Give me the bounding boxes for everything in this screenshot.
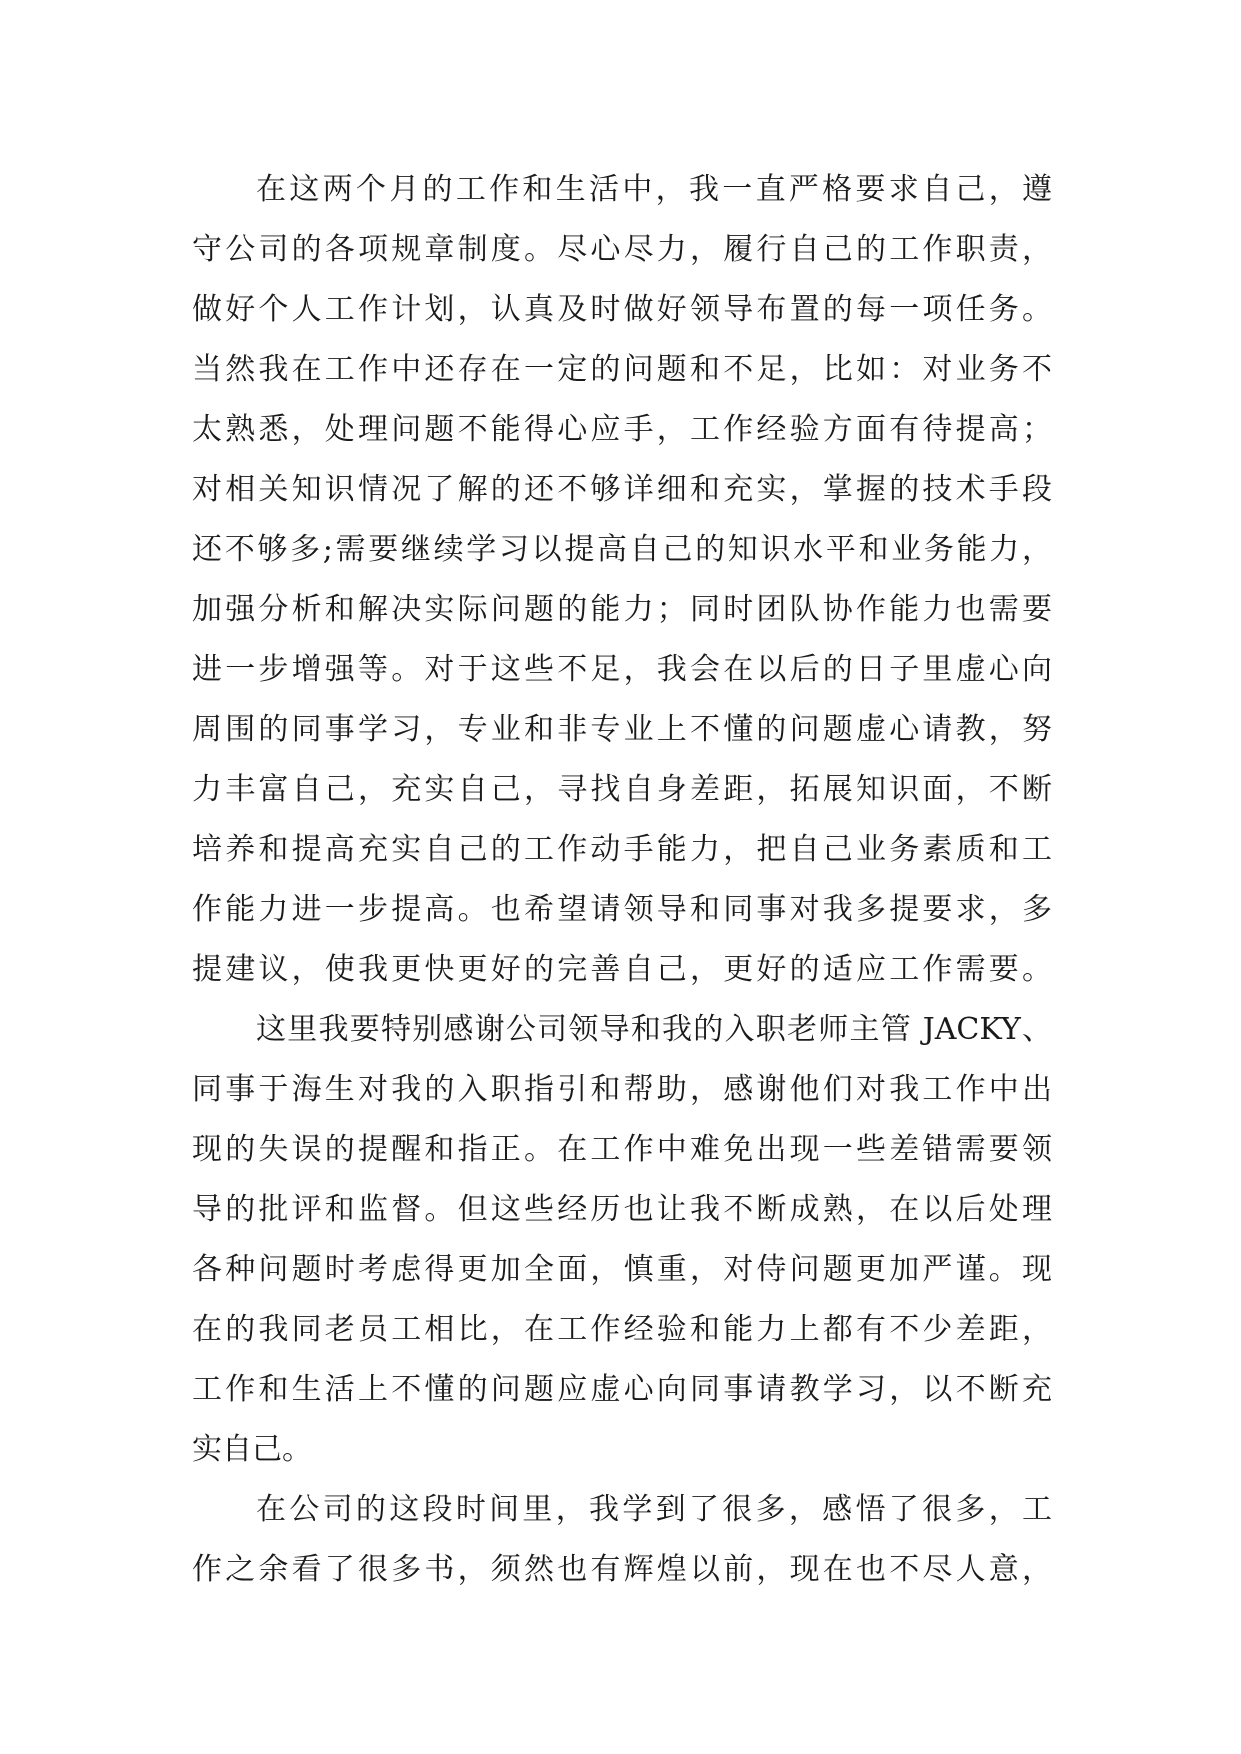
paragraph-1-line-14: 提建议，使我更快更好的完善自己，更好的适应工作需要。 <box>192 952 1052 987</box>
paragraph-1-line-4: 当然我在工作中还存在一定的问题和不足，比如：对业务不 <box>192 352 1052 387</box>
paragraph-3-line-1: 在公司的这段时间里，我学到了很多，感悟了很多，工 <box>256 1492 1052 1527</box>
paragraph-3-line-2: 作之余看了很多书，须然也有辉煌以前，现在也不尽人意， <box>192 1552 1052 1587</box>
paragraph-2-line-6: 在的我同老员工相比，在工作经验和能力上都有不少差距， <box>192 1312 1052 1347</box>
paragraph-1-line-3: 做好个人工作计划，认真及时做好领导布置的每一项任务。 <box>192 292 1052 327</box>
paragraph-1-line-6: 对相关知识情况了解的还不够详细和充实，掌握的技术手段 <box>192 472 1052 507</box>
paragraph-1-line-13: 作能力进一步提高。也希望请领导和同事对我多提要求，多 <box>192 892 1052 927</box>
paragraph-1-line-2: 守公司的各项规章制度。尽心尽力，履行自己的工作职责， <box>192 232 1052 267</box>
paragraph-1-line-9: 进一步增强等。对于这些不足，我会在以后的日子里虚心向 <box>192 652 1052 687</box>
paragraph-1-line-5: 太熟悉，处理问题不能得心应手，工作经验方面有待提高； <box>192 412 1052 447</box>
document-body <box>192 160 1052 1600</box>
paragraph-2-line-2: 同事于海生对我的入职指引和帮助，感谢他们对我工作中出 <box>192 1072 1052 1107</box>
paragraph-2-line-5: 各种问题时考虑得更加全面，慎重，对侍问题更加严谨。现 <box>192 1252 1052 1287</box>
paragraph-1-line-7: 还不够多;需要继续学习以提高自己的知识水平和业务能力， <box>192 532 1052 567</box>
paragraph-1-line-11: 力丰富自己，充实自己，寻找自身差距，拓展知识面，不断 <box>192 772 1052 807</box>
paragraph-2-line-4: 导的批评和监督。但这些经历也让我不断成熟，在以后处理 <box>192 1192 1052 1227</box>
paragraph-2-line-8: 实自己。 <box>192 1432 312 1467</box>
paragraph-2-line-3: 现的失误的提醒和指正。在工作中难免出现一些差错需要领 <box>192 1132 1052 1167</box>
paragraph-1-line-12: 培养和提高充实自己的工作动手能力，把自己业务素质和工 <box>192 832 1052 867</box>
paragraph-1-line-1: 在这两个月的工作和生活中，我一直严格要求自己，遵 <box>256 172 1052 207</box>
paragraph-1-line-10: 周围的同事学习，专业和非专业上不懂的问题虚心请教，努 <box>192 712 1052 747</box>
paragraph-2-line-7: 工作和生活上不懂的问题应虚心向同事请教学习，以不断充 <box>192 1372 1052 1407</box>
paragraph-1-line-8: 加强分析和解决实际问题的能力；同时团队协作能力也需要 <box>192 592 1052 627</box>
paragraph-2-line-1: 这里我要特别感谢公司领导和我的入职老师主管 JACKY、 <box>256 1012 1052 1047</box>
